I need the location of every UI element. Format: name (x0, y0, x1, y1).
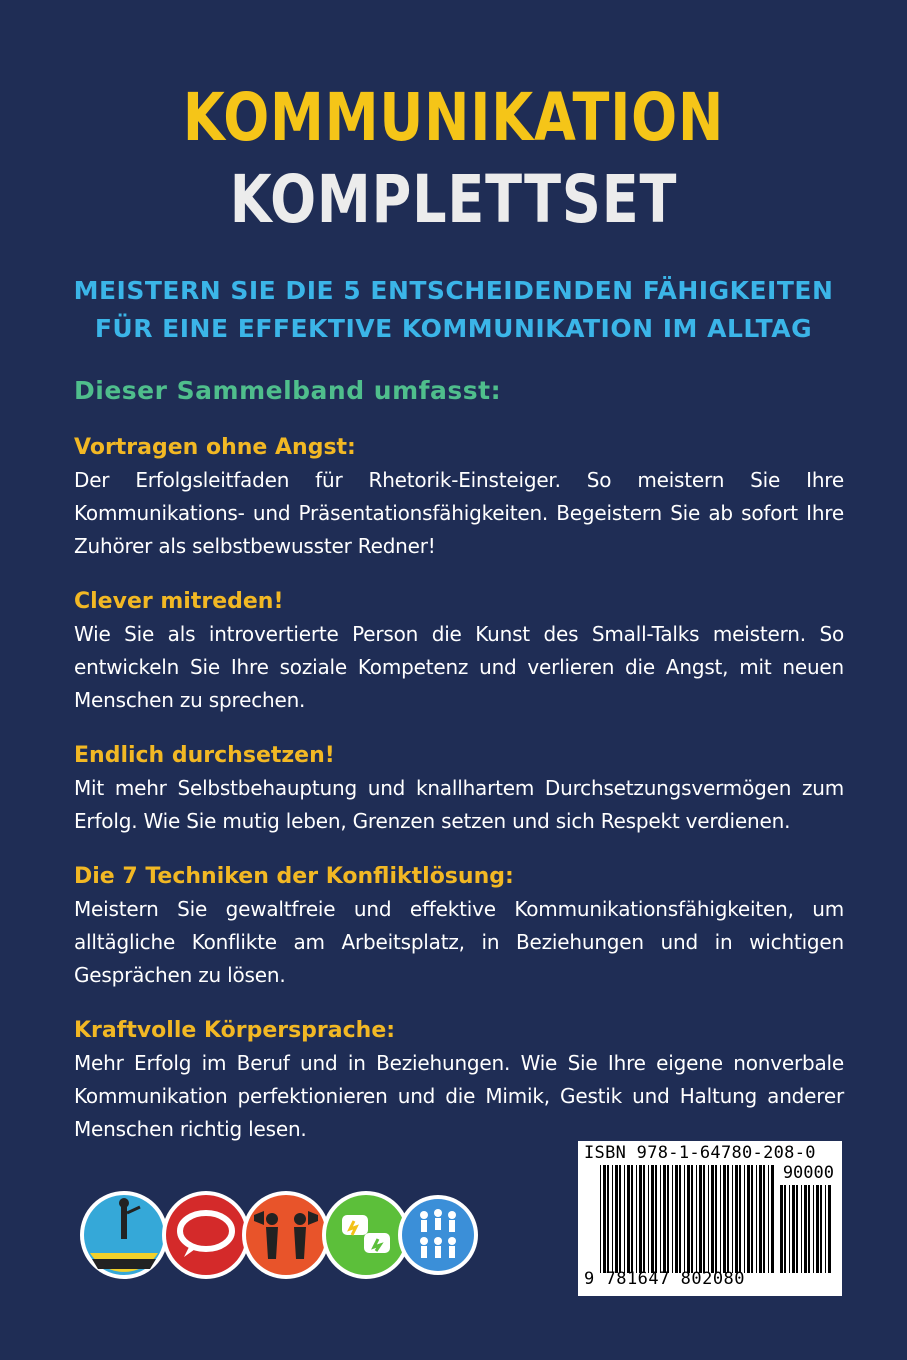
section-vortragen (74, 432, 844, 563)
speech-bubble-icon (162, 1191, 250, 1279)
book-title-line2: KOMPLETTSET (229, 161, 678, 238)
section-koerpersprache (74, 1015, 844, 1146)
section-title: Clever mitreden! (74, 589, 284, 614)
book-title-line1: KOMMUNIKATION (182, 79, 725, 156)
barcode-bars (600, 1165, 774, 1273)
section-body: Mit mehr Selbstbehauptung und knallhartem Durchsetzungsvermögen zum Erfolg. Wie Sie mutig leben, Grenzen setzen und sich Respekt verdienen. (74, 776, 844, 833)
section-body: Meistern Sie gewaltfreie und effektive Kommunikationsfähigkeiten, um alltägliche Konflikte am Arbeitsplatz, in Beziehungen und in wichtigen Gesprächen zu lösen. (74, 897, 844, 987)
people-group-icon (398, 1195, 478, 1275)
subtitle-line2: FÜR EINE EFFEKTIVE KOMMUNIKATION IM ALLTAG (94, 314, 813, 343)
section-konfliktloesung (74, 861, 844, 992)
section-durchsetzen (74, 740, 844, 838)
section-title: Endlich durchsetzen! (74, 743, 335, 768)
chat-bubbles-icon (322, 1191, 410, 1279)
section-title: Kraftvolle Körpersprache: (74, 1018, 396, 1043)
ean-number: 9 781647 802080 (584, 1269, 746, 1289)
section-body: Wie Sie als introvertierte Person die Kunst des Small-Talks meistern. So entwickeln Sie Ihre soziale Kompetenz und verlieren die Angst, mit neuen Menschen zu sprechen. (74, 622, 844, 712)
section-body: Mehr Erfolg im Beruf und in Beziehungen. Wie Sie Ihre eigene nonverbale Kommunikation perfektionieren und die Mimik, Gestik und Haltung anderer Menschen richtig lesen. (74, 1051, 844, 1141)
subtitle (0, 272, 907, 348)
intro-heading: Dieser Sammelband umfasst: (74, 376, 502, 405)
isbn-number: ISBN 978-1-64780-208-0 (584, 1143, 816, 1163)
section-title: Die 7 Techniken der Konfliktlösung: (74, 864, 514, 889)
barcode-addon-bars (780, 1185, 834, 1273)
price-code: 90000 (782, 1163, 834, 1183)
section-body: Der Erfolgsleitfaden für Rhetorik-Einsteiger. So meistern Sie Ihre Kommunikations- und Präsentationsfähigkeiten. Begeistern Sie ab sofort Ihre Zuhörer als selbstbewusster Redner! (74, 468, 844, 558)
subtitle-line1: MEISTERN SIE DIE 5 ENTSCHEIDENDEN FÄHIGKEITEN (73, 276, 834, 305)
speaker-podium-icon (80, 1191, 168, 1279)
section-clever (74, 586, 844, 717)
book-icons-row (78, 1185, 478, 1285)
section-title: Vortragen ohne Angst: (74, 435, 356, 460)
barcode (578, 1141, 842, 1296)
megaphone-people-icon (242, 1191, 330, 1279)
